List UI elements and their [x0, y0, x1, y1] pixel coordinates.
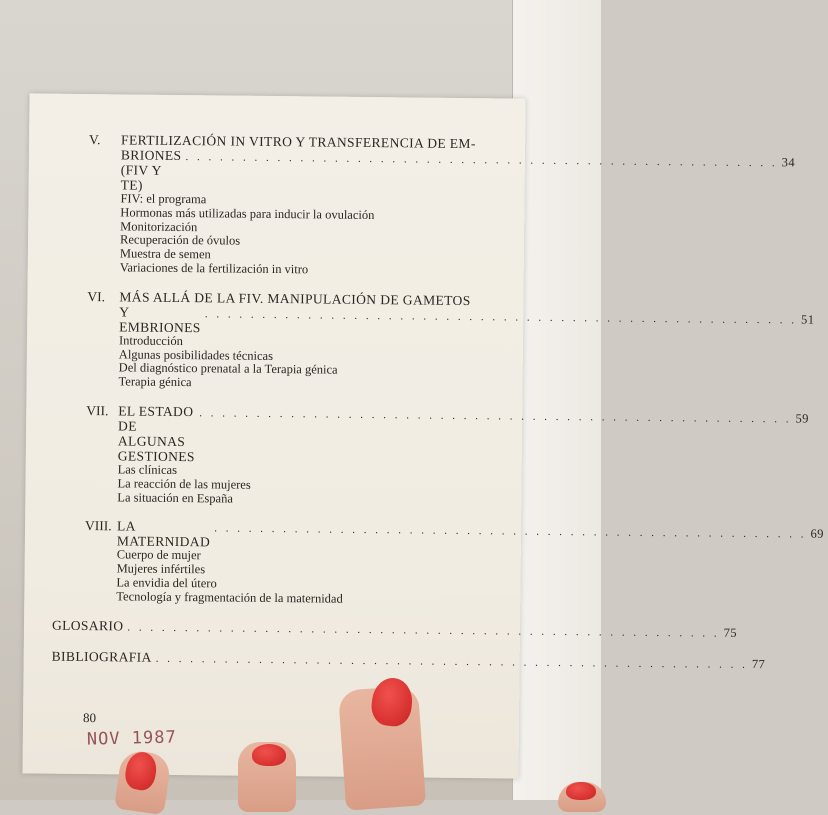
chapter-v — [88, 132, 796, 279]
section-item: Cuerpo de mujer — [116, 547, 201, 563]
fingernail — [252, 744, 286, 766]
bibliography-label: BIBLIOGRAFIA — [51, 648, 152, 665]
leader-dots: . . . . . . . . . . . . . . . . . . . . . . . . . . . . . . . . . . . . . . . . . . . . . . . . . . . . — [185, 151, 778, 170]
chapter-viii — [84, 518, 824, 607]
section-item: Hormonas más utilizadas para inducir la ovulación — [120, 205, 375, 222]
section-item: Monitorización — [120, 218, 198, 234]
fingernail — [566, 782, 596, 800]
chapter-page-number: 34 — [781, 155, 796, 170]
chapter-page-number: 59 — [795, 411, 809, 426]
glossary-page-number: 75 — [723, 625, 738, 640]
leader-dots: . . . . . . . . . . . . . . . . . . . . . . . . . . . . . . . . . . . . . . . . . . . . . . . . . . . . — [127, 621, 720, 640]
section-item: Tecnología y fragmentación de la maternidad — [116, 589, 343, 606]
chapter-page-number: 51 — [801, 312, 815, 327]
glossary-entry — [51, 617, 738, 640]
section-item: Variaciones de la fertilización in vitro — [119, 260, 309, 277]
chapter-title-line2: Y EMBRIONES — [119, 304, 201, 336]
leader-dots: . . . . . . . . . . . . . . . . . . . . . . . . . . . . . . . . . . . . . . . . . . . . . . . . . . . . — [199, 407, 792, 426]
section-item: Recuperación de óvulos — [119, 232, 241, 249]
chapter-sections — [117, 463, 495, 508]
chapter-heading — [86, 403, 809, 467]
chapter-title — [119, 289, 815, 341]
section-item: Terapia génica — [118, 374, 192, 390]
chapter-number: VIII. — [84, 518, 112, 534]
chapter-heading — [89, 132, 796, 196]
chapter-sections — [118, 334, 497, 393]
chapter-heading — [87, 288, 815, 338]
chapter-title — [118, 403, 809, 470]
section-item: Muestra de semen — [119, 246, 211, 262]
date-stamp: NOV 1987 — [86, 727, 177, 750]
section-item: FIV: el programa — [120, 191, 207, 207]
chapter-title-line2: LA MATERNIDAD — [116, 518, 211, 550]
chapter-title-line1: FERTILIZACIÓN IN VITRO Y TRANSFERENCIA DE EM- — [121, 132, 476, 152]
chapter-number: VII. — [86, 403, 109, 419]
section-item: La situación en España — [117, 489, 234, 506]
chapter-title-line2: EL ESTADO DE ALGUNAS GESTIONES — [117, 403, 195, 465]
chapter-title — [121, 132, 796, 199]
leader-dots: . . . . . . . . . . . . . . . . . . . . . . . . . . . . . . . . . . . . . . . . . . . . . . . . . . . . — [214, 522, 807, 541]
glossary-label: GLOSARIO — [51, 617, 124, 633]
page-folio: 80 — [82, 710, 97, 726]
section-item: Las clínicas — [117, 462, 178, 477]
chapter-sections — [120, 192, 499, 279]
chapter-sections — [116, 549, 495, 608]
leader-dots: . . . . . . . . . . . . . . . . . . . . . . . . . . . . . . . . . . . . . . . . . . . . . . . . . . . . — [204, 308, 798, 327]
chapter-title-line2: BRIONES (FIV Y TE) — [120, 147, 182, 193]
facing-page — [512, 0, 601, 800]
chapter-vii — [85, 403, 809, 509]
table-of-contents — [51, 132, 824, 684]
leader-dots: . . . . . . . . . . . . . . . . . . . . . . . . . . . . . . . . . . . . . . . . . . . . . . . . . . . . — [155, 652, 749, 671]
chapter-vi — [86, 288, 815, 393]
bibliography-entry — [51, 648, 766, 671]
section-item: La reacción de las mujeres — [117, 476, 251, 492]
section-item: Algunas posibilidades técnicas — [118, 346, 274, 363]
bibliography-page-number: 77 — [751, 656, 766, 671]
section-item: Mujeres infértiles — [116, 561, 206, 577]
chapter-number: V. — [89, 132, 101, 148]
book-page — [22, 93, 824, 778]
section-item: Del diagnóstico prenatal a la Terapia génica — [118, 360, 338, 378]
chapter-number: VI. — [87, 288, 106, 305]
chapter-title-line1: MÁS ALLÁ DE LA FIV. MANIPULACIÓN DE GAMETOS — [119, 289, 471, 308]
section-item: La envidia del útero — [116, 575, 217, 591]
chapter-page-number: 69 — [810, 526, 824, 542]
section-item: Introducción — [118, 333, 183, 348]
